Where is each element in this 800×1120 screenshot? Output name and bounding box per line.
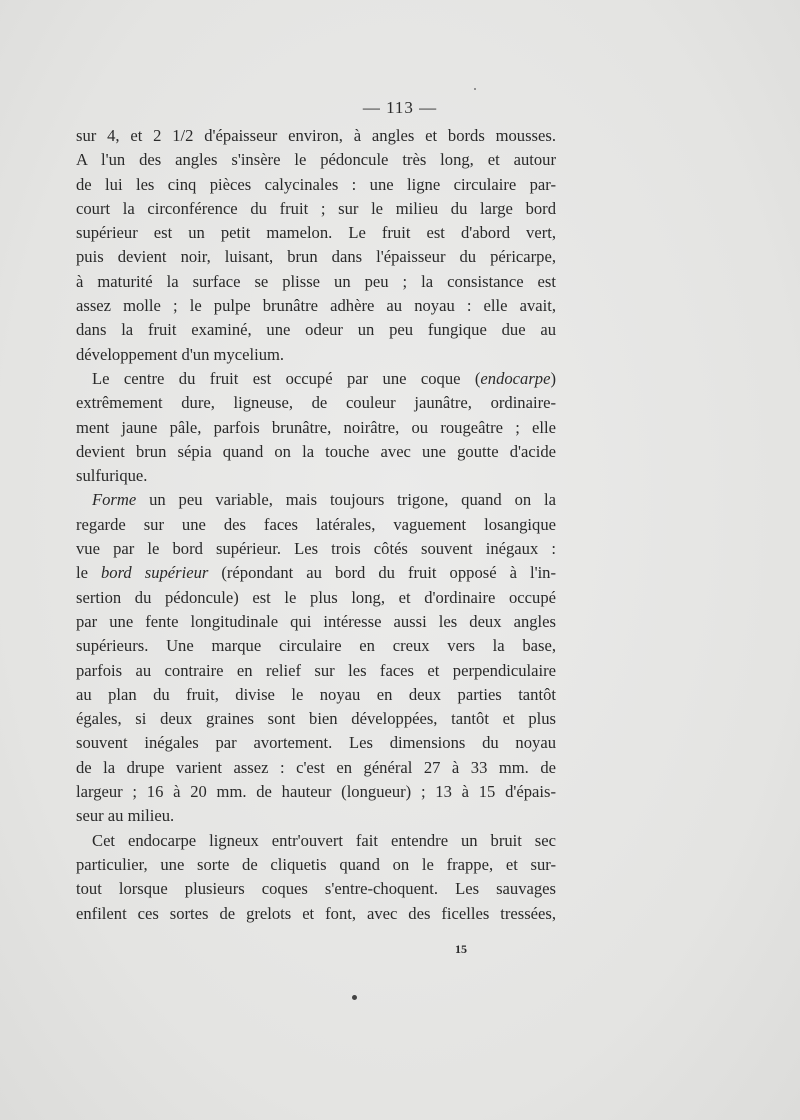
- italic-term: Forme: [92, 490, 137, 510]
- text-line: [76, 610, 556, 634]
- text-line: [76, 440, 556, 464]
- text-segment: sur 4, et 2 1/2 d'épaisseur environ, à angles et bords mousses.: [76, 126, 556, 145]
- paper-speck: [474, 88, 476, 90]
- text-segment: sertion du pédoncule) est le plus long, et d'ordinaire occupé: [76, 587, 556, 607]
- text-segment: égales, si deux graines sont bien développées, tantôt et plus: [76, 709, 556, 729]
- ink-dot: [352, 995, 357, 1000]
- text-line: [76, 367, 556, 391]
- text-line: [76, 270, 556, 294]
- text-line: [76, 707, 556, 731]
- text-segment: particulier, une sorte de cliquetis quand on le frappe, et sur-: [76, 854, 556, 874]
- text-segment: développement d'un mycelium.: [76, 344, 285, 364]
- text-line: [76, 634, 556, 658]
- text-line: [76, 586, 556, 610]
- text-segment: vue par le bord supérieur. Les trois côtés souvent inégaux :: [76, 539, 556, 559]
- text-line: [76, 221, 556, 245]
- text-segment: souvent inégales par avortement. Les dimensions du noyau: [76, 733, 556, 753]
- text-line: [76, 148, 556, 172]
- text-segment: sulfurique.: [76, 466, 148, 486]
- text-segment: regarde sur une des faces latérales, vaguement losangique: [76, 514, 556, 534]
- text-segment: Le centre du fruit est occupé par une coque (: [92, 368, 481, 388]
- text-line: [76, 780, 556, 804]
- text-segment: ): [550, 368, 556, 388]
- text-segment: (répondant au bord du fruit opposé à l'in-: [208, 563, 556, 583]
- text-line: [76, 853, 556, 877]
- text-segment: tout lorsque plusieurs coques s'entre-choquent. Les sauvages: [76, 879, 556, 899]
- text-segment: puis devient noir, luisant, brun dans l'épaisseur du péricarpe,: [76, 247, 556, 267]
- text-line: [76, 245, 556, 269]
- text-segment: assez molle ; le pulpe brunâtre adhère au noyau : elle avait,: [76, 296, 556, 316]
- italic-term: endocarpe: [480, 368, 551, 388]
- text-segment: court la circonférence du fruit ; sur le milieu du large bord: [76, 198, 556, 218]
- text-segment: de lui les cinq pièces calycinales : une ligne circulaire par-: [76, 174, 556, 194]
- text-line: [76, 318, 556, 342]
- text-segment: seur au milieu.: [76, 806, 175, 826]
- text-line: [76, 877, 556, 901]
- text-segment: largeur ; 16 à 20 mm. de hauteur (longueur) ; 13 à 15 d'épais-: [76, 782, 556, 802]
- text-segment: dans la fruit examiné, une odeur un peu fungique due au: [76, 320, 556, 340]
- text-line: [76, 561, 556, 585]
- body-text: [76, 124, 556, 926]
- text-segment: à maturité la surface se plisse un peu ; la consistance est: [76, 271, 556, 291]
- text-segment: devient brun sépia quand on la touche avec une goutte d'acide: [76, 441, 556, 461]
- text-segment: au plan du fruit, divise le noyau en deux parties tantôt: [76, 684, 556, 704]
- text-line: [76, 173, 556, 197]
- text-line: [76, 804, 556, 828]
- text-line: [76, 537, 556, 561]
- text-segment: de la drupe varient assez : c'est en général 27 à 33 mm. de: [76, 757, 556, 777]
- text-line: [76, 902, 556, 926]
- text-line: [76, 756, 556, 780]
- text-segment: enfilent ces sortes de grelots et font, avec des ficelles tressées,: [76, 903, 556, 923]
- text-segment: supérieur est un petit mamelon. Le fruit est d'abord vert,: [76, 223, 556, 243]
- text-segment: extrêmement dure, ligneuse, de couleur jaunâtre, ordinaire-: [76, 393, 556, 413]
- text-line: [76, 829, 556, 853]
- text-line: [76, 659, 556, 683]
- page-number: — 113 —: [362, 98, 438, 117]
- text-segment: A l'un des angles s'insère le pédoncule très long, et autour: [76, 150, 556, 170]
- text-segment: ment jaune pâle, parfois brunâtre, noirâtre, ou rougeâtre ; elle: [76, 417, 556, 437]
- text-line: [76, 731, 556, 755]
- text-line: [76, 513, 556, 537]
- text-segment: Cet endocarpe ligneux entr'ouvert fait entendre un bruit sec: [92, 830, 556, 850]
- text-segment: le: [76, 563, 101, 583]
- signature-mark: 15: [455, 942, 467, 956]
- text-line: [76, 464, 556, 488]
- text-segment: supérieurs. Une marque circulaire en creux vers la base,: [76, 636, 556, 656]
- text-line: [76, 416, 556, 440]
- text-line: [76, 197, 556, 221]
- text-line: [76, 683, 556, 707]
- text-line: [76, 343, 556, 367]
- italic-term: bord supérieur: [101, 563, 209, 583]
- text-segment: par une fente longitudinale qui intéresse aussi les deux angles: [76, 611, 556, 631]
- text-line: [76, 294, 556, 318]
- text-segment: un peu variable, mais toujours trigone, quand on la: [136, 490, 556, 510]
- text-line: [76, 124, 556, 148]
- text-line: [76, 391, 556, 415]
- text-line: [76, 488, 556, 512]
- text-segment: parfois au contraire en relief sur les faces et perpendiculaire: [76, 660, 556, 680]
